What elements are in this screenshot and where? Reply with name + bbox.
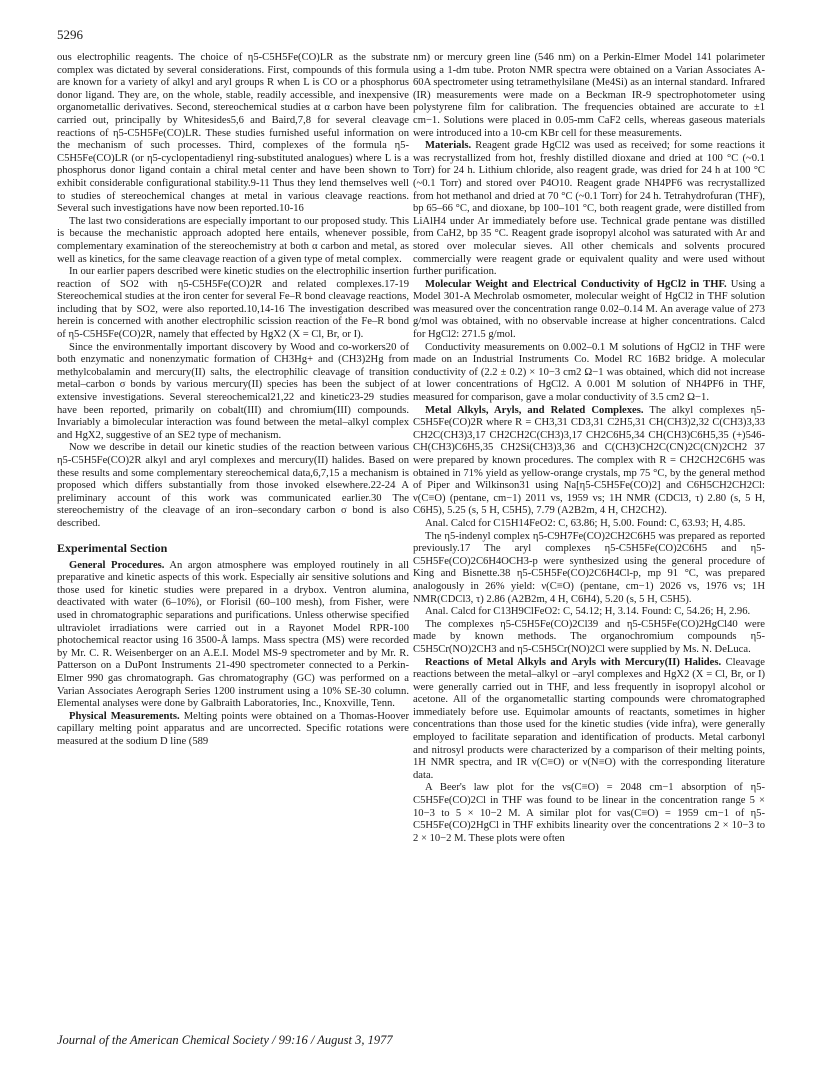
paragraph-text: Cleavage reactions between the metal–alkyl or –aryl complexes and HgX2 (X = Cl, Br, or I) were generally carried out in THF, and less frequently in isopropyl alcohol or acetone. All of the organometallic starting compounds were chromatographed immediately before use. Equimolar amounts of reactants, sometimes in higher concentrations than those used for the kinetic studies (vide infra), were generally employed to facilitate separation and identification of products. Metal carbonyl and nitrosyl products were characterized by a comparison of their melting points, 1H NMR spectra, and IR ν(C≡O) or ν(N≡O) with the corresponding literature data. xyxy=(413,656,765,781)
paragraph-text: Reagent grade HgCl2 was used as received; for some reactions it was recrystallized from hot, freshly distilled dioxane and dried at 100 °C (~0.1 Torr) for 24 h. Lithium chloride, also reagent grade, was dried for 24 h at 100 °C (~0.1 Torr) and stored over P4O10. Reagent grade NH4PF6 was recrystallized from hot methanol and dried at 70 °C (~0.1 Torr) for 24 h. Tetrahydrofuran (THF), bp 65–66 °C, and dioxane, bp 100–101 °C, both reagent grade, were distilled from LiAlH4 under Ar immediately before use. Technical grade pentane was distilled from CaH2, bp 35 °C. Reagent grade isopropyl alcohol was saturated with Ar and stored over molecular sieves. All other chemicals and solvents procured commercially were reagent grade or equivalent quality and were used without further purification. xyxy=(413,140,765,278)
paragraph xyxy=(413,531,765,607)
paragraph-text: Conductivity measurements on 0.002–0.1 M solutions of HgCl2 in THF were made on an Industrial Instruments Co. Model RC 16B2 bridge. A molecular conductivity of (2.2 ± 0.2) × 10−3 cm2 Ω−1 was obtained, which did not increase at lower concentrations of HgCl2. A 0.001 M solution of NH4PF6 in THF, measured for comparison, gave a molar conductivity of 3.5 cm2 Ω−1. xyxy=(413,341,765,404)
paragraph xyxy=(413,606,765,619)
paragraph-heading: Molecular Weight and Electrical Conductivity of HgCl2 in THF. xyxy=(425,278,727,290)
paragraph xyxy=(413,518,765,531)
paragraph xyxy=(57,442,409,530)
section-heading: Experimental Section xyxy=(57,540,168,555)
page-number: 5296 xyxy=(57,27,83,42)
paragraph xyxy=(413,782,765,845)
paragraph-text: An argon atmosphere was employed routinely in all preparative and kinetic aspects of this work. Especially air sensitive solutions and those used for kinetic studies were prepared in a drybox. Ventron alumina, deactivated with water (6–10%), or Florisil (60–100 mesh), from Fisher, were used in chromatographic separations and purifications. Unless otherwise specified ultraviolet irradiations were carried out in a Rayonet Model RPR-100 photochemical reactor using 16 3500-Å lamps. Mass spectra (MS) were recorded by Mr. C. R. Weisenberger on an A.E.I. Model MS-9 spectrometer and by Mr. R. Patterson on a DuPont Instruments 21-490 spectrometer connected to a Perkin-Elmer 990 gas chromatograph. Gas chromatography (GC) was performed on a Varian Associates Aerograph Series 1200 instrument using a 10% SE-30 column. Elemental analyses were done by Galbraith Laboratories, Inc., Knoxville, Tenn. xyxy=(57,559,410,710)
paragraph-text: Since the environmentally important discovery by Wood and co-workers20 of both enzymatic and nonenzymatic formation of CH3Hg+ and (CH3)2Hg from methylcobalamin and mercury(II) salts, the electrophilic cleavage of transition metal–carbon σ bonds by various mercury(II) species has been the subject of extensive investigations. Several stereochemical21,22 and kinetic23-29 studies have been reported, primarily on cobalt(III) and chromium(III) compounds. Invariably a bimolecular interaction was found between the metal–alkyl complex and HgX2, suggestive of an SE2 type of mechanism. xyxy=(57,341,409,441)
paragraph xyxy=(413,140,765,279)
paragraph-heading: Physical Measurements. xyxy=(69,710,180,722)
paragraph-text: ous electrophilic reagents. The choice of η5-C5H5Fe(CO)LR as the substrate complex was dictated by several considerations. First, compounds of this formula are known for a variety of alkyl and aryl groups R when L is CO or a phosphorus donor ligand. They are, on the whole, stable, readily accessible, and inexpensive organometallic derivatives. Second, stereochemical studies at α carbon have been carried out, principally by Whitesides5,6 and Baird,7,8 for several cleavage reactions of η5-C5H5Fe(CO)LR. These studies furnished useful information on the mechanism of such processes. Third, complexes of the formula η5-C5H5Fe(CO)LR (or η5-cyclopentadienyl ring-substituted analogues) where L is a phosphorus donor ligand contain a chiral metal center and have been shown to exhibit considerable configurational stability.9-11 Thus they lend themselves well to studies of stereochemical changes at metal in various cleavage reactions. Several such investigations have now been reported.10-16 xyxy=(57,52,409,215)
paragraph-text: Using a Model 301-A Mechrolab osmometer, molecular weight of HgCl2 in THF solution was measured over the concentration range 0.02–0.14 M. An average value of 273 g/mol was obtained, with no observable increase at higher concentrations. Calcd for HgCl2: 271.5 g/mol. xyxy=(413,278,765,341)
paragraph xyxy=(413,619,765,657)
right-column xyxy=(413,52,765,845)
paragraph-text: The last two considerations are especially important to our proposed study. This is because the mechanistic approach adopted here entails, whenever possible, complementary examination of the stereochemistry at both α carbon and metal, as well as kinetics, for the same cleavage reaction of a given type of metal complex. xyxy=(57,215,409,265)
paragraph-text: Melting points were obtained on a Thomas-Hoover capillary melting point apparatus and are uncorrected. Specific rotations were measured at the sodium D line (589 xyxy=(57,710,409,747)
paragraph xyxy=(57,266,409,342)
paragraph-heading: General Procedures. xyxy=(69,559,165,571)
paragraph-text: A Beer's law plot for the νs(C≡O) = 2048 cm−1 absorption of η5-C5H5Fe(CO)2Cl in THF was found to be linear in the concentration range 5 × 10−3 to 5 × 10−2 M. A similar plot for νas(C≡O) = 1959 cm−1 of η5-C5H5Fe(CO)2HgCl in THF exhibits linearity over the concentrations 2 × 10−3 to 2 × 10−2 M. These plots were often xyxy=(413,782,765,844)
paragraph xyxy=(413,52,765,140)
paragraph-text: Anal. Calcd for C15H14FeO2: C, 63.86; H, 5.00. Found: C, 63.93; H, 4.85. xyxy=(425,517,746,529)
paragraph xyxy=(413,342,765,405)
paragraph-text: Now we describe in detail our kinetic studies of the reaction between various η5-C5H5Fe(CO)2R alkyl and aryl complexes and mercury(II) halides. Based on these results and some complementary stereochemical data,6,7,15 a mechanism is proposed which differs substantially from those invoked elsewhere.22-24 A preliminary account of this work was communicated earlier.30 The stereochemistry of the cleavage of an iron–secondary carbon σ bond is also described. xyxy=(57,442,409,529)
paragraph-heading: Metal Alkyls, Aryls, and Related Complexes. xyxy=(425,404,644,416)
paragraph-text: The alkyl complexes η5-C5H5Fe(CO)2R where R = CH3,31 CD3,31 C2H5,31 CH(CH3)2,32 C(CH3)3,33 CH2C(CH3)3,17 CH2CH2C(CH3)3,17 CH2C6H5,34 CH(CH3)C6H5,35 (+)546-CH(CH3)C6H5,35 CH2Si(CH3)3,36 and C(CH3)CH2C(CN)2C(CN)2CH2 37 were prepared by known procedures. The complex with R = CH2CH2C6H5 was obtained in 71% yield as yellow-orange crystals, mp 75 °C, by the general method of Piper and Wilkinson31 using Na[η5-C5H5Fe(CO)2] and C6H5CH2CH2Cl: ν(C≡O) (pentane, cm−1) 2011 vs, 1959 vs; 1H NMR (CDCl3, τ) 2.80 (s, 5 H, C6H5), 5.25 (s, 5 H, C5H5), 7.79 (A2B2m, 4 H, CH2CH2). xyxy=(413,404,765,517)
paragraph-heading: Reactions of Metal Alkyls and Aryls with Mercury(II) Halides. xyxy=(425,656,722,668)
paragraph xyxy=(413,657,765,783)
paragraph xyxy=(57,711,409,749)
paragraph-text: Anal. Calcd for C13H9ClFeO2: C, 54.12; H, 3.14. Found: C, 54.26; H, 2.96. xyxy=(425,606,751,618)
left-column xyxy=(57,52,409,748)
paragraph-heading: Materials. xyxy=(425,140,472,152)
paragraph xyxy=(57,216,409,266)
paragraph xyxy=(57,560,409,711)
paragraph xyxy=(57,52,409,216)
paragraph-text: The η5-indenyl complex η5-C9H7Fe(CO)2CH2C6H5 was prepared as reported previously.17 The aryl complexes η5-C5H5Fe(CO)2C6H5 and η5-C5H5Fe(CO)2C6H4OCH3-p were synthesized using the general procedure of King and Bisnette.38 η5-C5H5Fe(CO)2C6H4Cl-p, mp 91 °C, was prepared analogously in 26% yield: ν(C≡O) (pentane, cm−1) 2026 vs, 1976 vs; 1H NMR(CDCl3, τ) 2.86 (A2B2m, 4 H, C6H4), 5.20 (s, 5 H, C5H5). xyxy=(413,530,765,605)
paragraph xyxy=(413,405,765,518)
journal-footer: Journal of the American Chemical Society / 99:16 / August 3, 1977 xyxy=(57,1033,393,1047)
paragraph-text: nm) or mercury green line (546 nm) on a Perkin-Elmer Model 141 polarimeter using a 1-dm tube. Proton NMR spectra were obtained on a Varian Associates A-60A spectrometer using tetramethylsilane (Me4Si) as an internal standard. Infrared (IR) measurements were made on a Beckman IR-9 spectrophotometer using polystyrene film for calibration. The frequencies obtained are accurate to ±1 cm−1. Solutions were placed in 0.05-mm CaF2 cells, whereas gaseous materials were introduced into a 10-cm KBr cell for these measurements. xyxy=(413,52,765,139)
paragraph-text: The complexes η5-C5H5Fe(CO)2Cl39 and η5-C5H5Fe(CO)2HgCl40 were made by known methods. The organochromium compounds η5-C5H5Cr(NO)2CH3 and η5-C5H5Cr(NO)2Cl were supplied by Ms. N. DeLuca. xyxy=(413,618,765,655)
paragraph-text: In our earlier papers described were kinetic studies on the electrophilic insertion reaction of SO2 with η5-C5H5Fe(CO)2R and related complexes.17-19 Stereochemical studies at the iron center for several Fe–R bond cleavage reactions, including that by SO2, were also reported.10,14-16 The investigation described herein is concerned with another electrophilic scission reaction of the Fe–R bond of η5-C5H5Fe(CO)2R, namely that effected by HgX2 (X = Cl, Br, or I). xyxy=(57,266,409,341)
paragraph xyxy=(57,342,409,443)
paragraph xyxy=(413,279,765,342)
